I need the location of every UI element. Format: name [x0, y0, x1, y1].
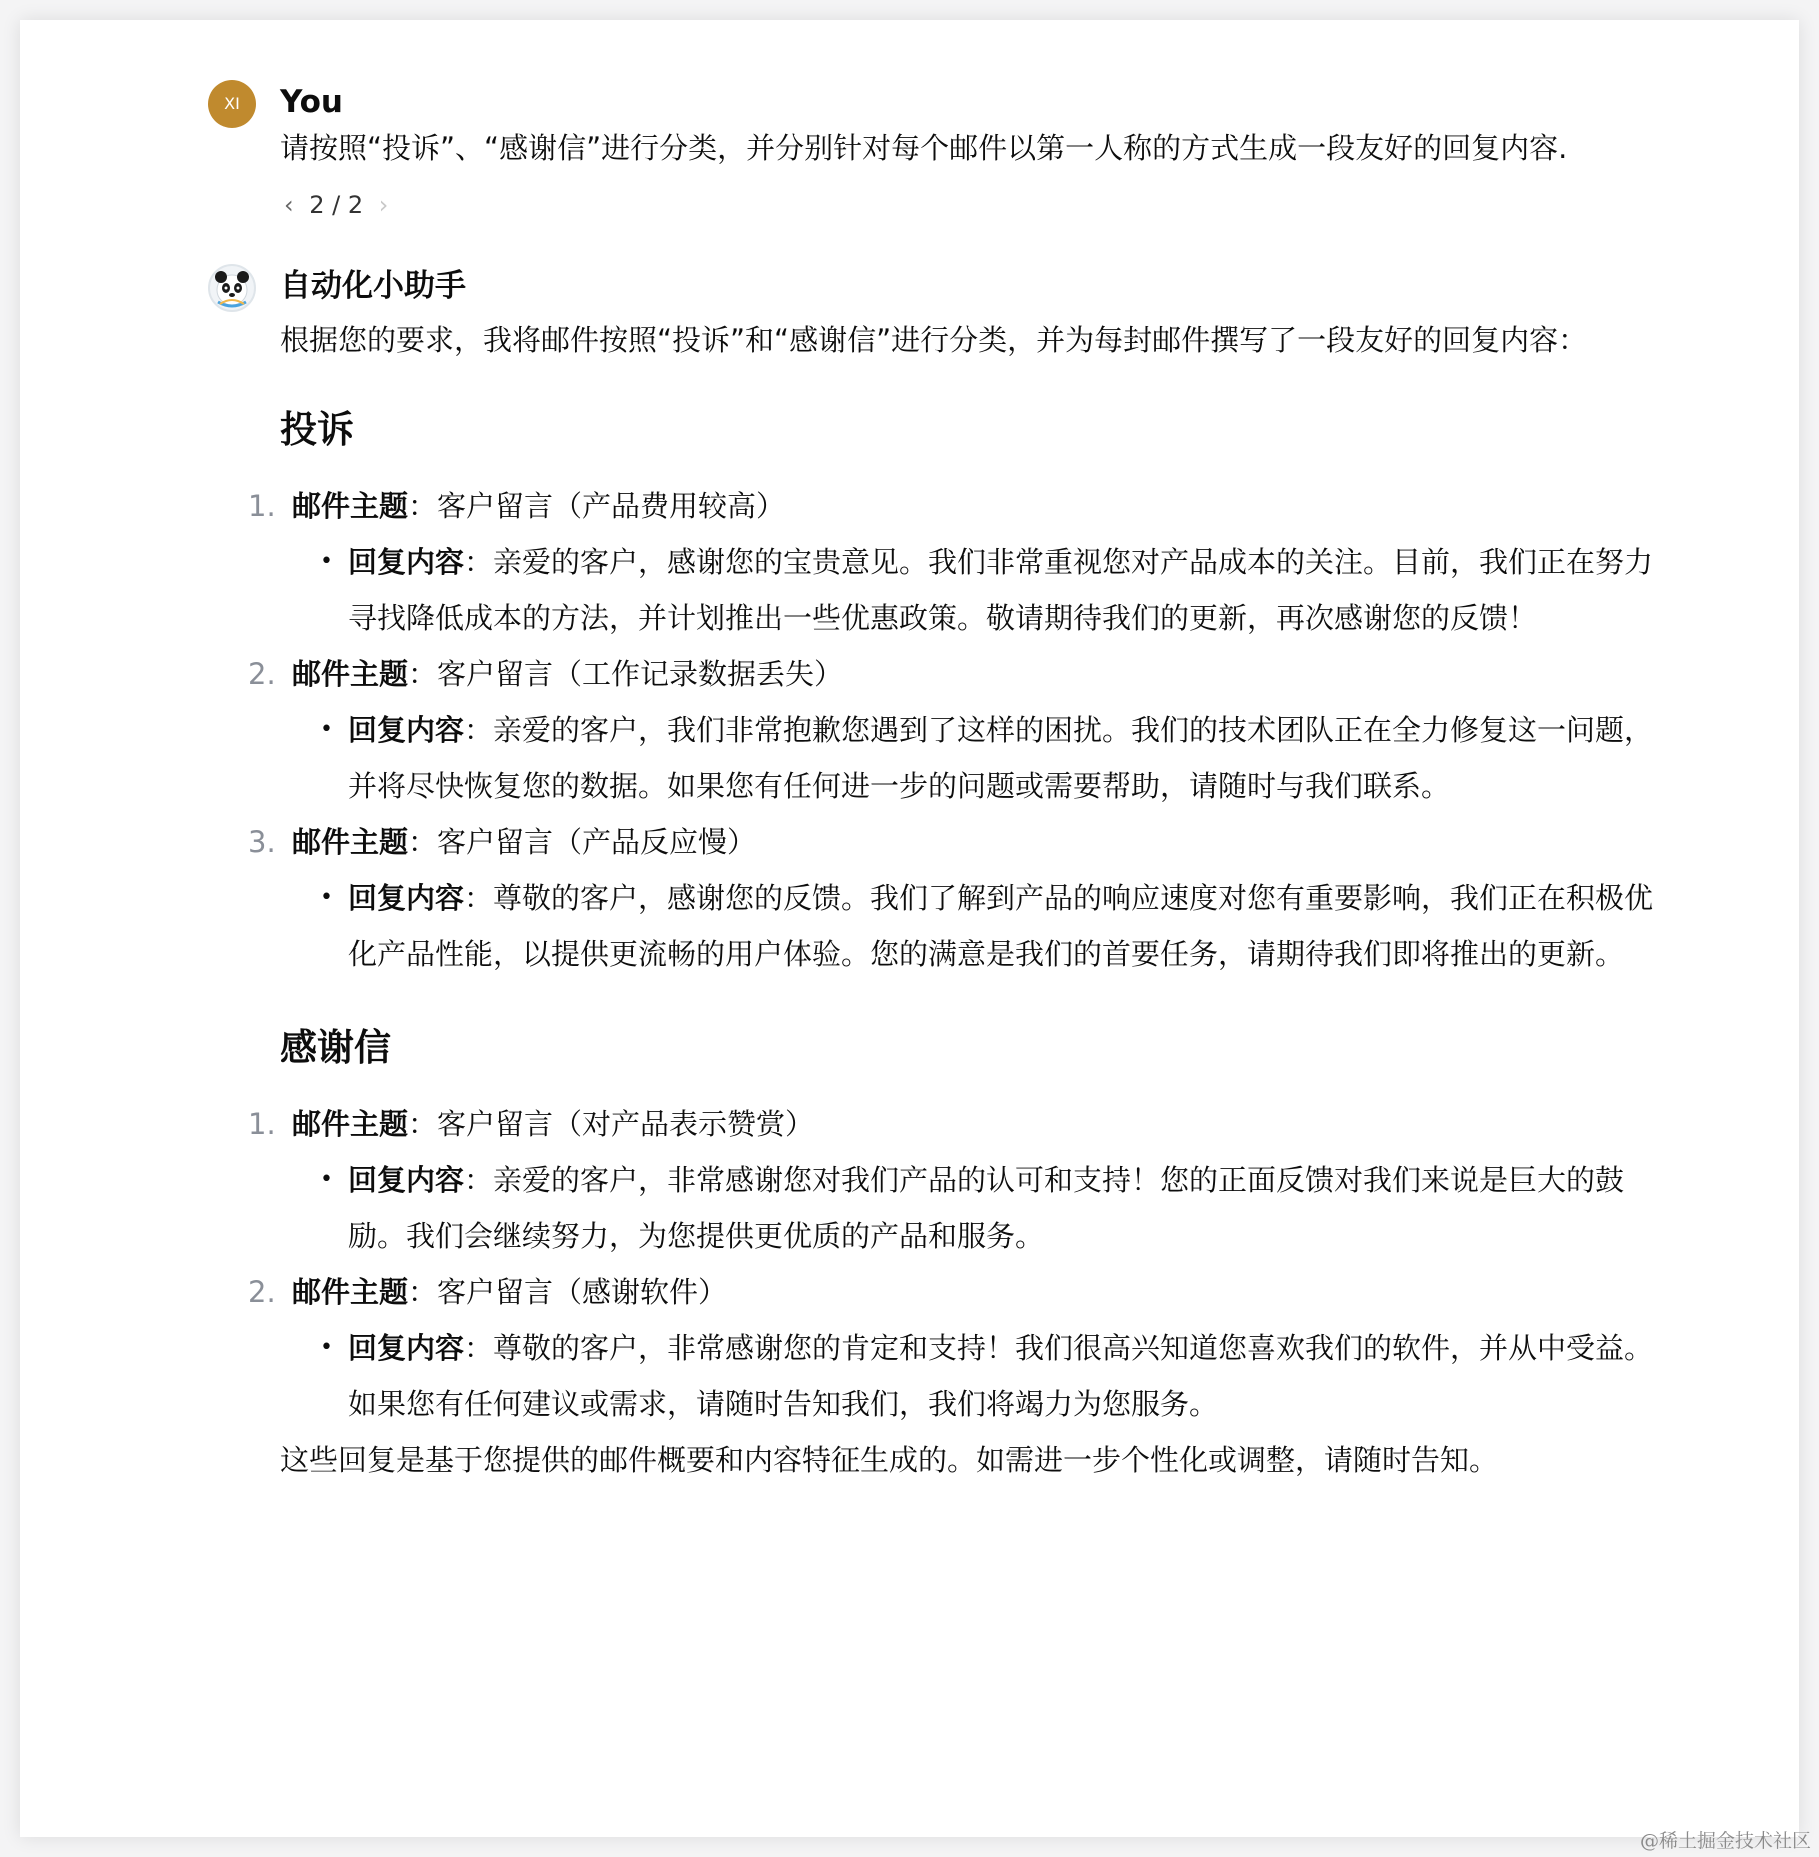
- list-number: 2.: [248, 657, 276, 691]
- list-item: [248, 478, 1660, 646]
- reply-label: 回复内容: [348, 713, 465, 747]
- version-indicator: 2 / 2: [309, 191, 364, 219]
- reply-label: 回复内容: [348, 881, 465, 915]
- user-message: [208, 80, 1658, 230]
- reply-list: [292, 1320, 1660, 1432]
- list-number: 1.: [248, 489, 276, 523]
- panda-avatar-icon[interactable]: [208, 264, 256, 312]
- reply-list: [292, 870, 1660, 982]
- reply-label: 回复内容: [348, 1331, 465, 1365]
- reply-item: [320, 702, 1660, 814]
- reply-list: [292, 1152, 1660, 1264]
- assistant-message-body: [248, 312, 1660, 1488]
- bullet-icon: •: [320, 549, 333, 574]
- list-item: [248, 1264, 1660, 1432]
- subject-text: ：客户留言（产品反应慢）: [408, 825, 757, 859]
- subject-label: 邮件主题: [292, 1107, 409, 1141]
- subject-label: 邮件主题: [292, 489, 409, 523]
- bullet-icon: •: [320, 885, 333, 910]
- subject-text: ：客户留言（工作记录数据丢失）: [408, 657, 844, 691]
- subject-label: 邮件主题: [292, 1275, 409, 1309]
- reply-item: [320, 534, 1660, 646]
- next-version-icon[interactable]: ›: [378, 191, 389, 219]
- previous-version-icon[interactable]: ‹: [284, 191, 294, 219]
- reply-label: 回复内容: [348, 1163, 465, 1197]
- list-item: [248, 646, 1660, 814]
- reply-text: ：尊敬的客户，非常感谢您的肯定和支持！我们很高兴知道您喜欢我们的软件，并从中受益。如果您有任何建议或需求，请随时告知我们，我们将竭力为您服务。: [348, 1331, 1654, 1421]
- user-message-text: 请按照“投诉”、“感谢信”进行分类，并分别针对每个邮件以第一人称的方式生成一段友好的回复内容.: [280, 131, 1568, 165]
- panda-icon: [210, 266, 254, 310]
- assistant-intro-text: 根据您的要求，我将邮件按照“投诉”和“感谢信”进行分类，并为每封邮件撰写了一段友好的回复内容：: [280, 323, 1588, 357]
- subject-text: ：客户留言（感谢软件）: [408, 1275, 728, 1309]
- reply-text: ：亲爱的客户，非常感谢您对我们产品的认可和支持！您的正面反馈对我们来说是巨大的鼓励。我们会继续努力，为您提供更优质的产品和服务。: [348, 1163, 1625, 1253]
- bullet-icon: •: [320, 1335, 333, 1360]
- response-pager: [284, 188, 388, 222]
- watermark: @稀土掘金技术社区: [1639, 1830, 1811, 1852]
- reply-text: ：亲爱的客户，我们非常抱歉您遇到了这样的困扰。我们的技术团队正在全力修复这一问题，并将尽快恢复您的数据。如果您有任何进一步的问题或需要帮助，请随时与我们联系。: [348, 713, 1654, 803]
- bullet-icon: •: [320, 1167, 333, 1192]
- subject-label: 邮件主题: [292, 825, 409, 859]
- bullet-icon: •: [320, 717, 333, 742]
- reply-text: ：亲爱的客户，感谢您的宝贵意见。我们非常重视您对产品成本的关注。目前，我们正在努力寻找降低成本的方法，并计划推出一些优惠政策。敬请期待我们的更新，再次感谢您的反馈！: [348, 545, 1654, 635]
- assistant-closing-text: 这些回复是基于您提供的邮件概要和内容特征生成的。如需进一步个性化或调整，请随时告知。: [280, 1443, 1499, 1477]
- thank-you-list: [248, 1096, 1660, 1432]
- subject-text: ：客户留言（产品费用较高）: [408, 489, 786, 523]
- list-item: [248, 1096, 1660, 1264]
- list-number: 3.: [248, 825, 276, 859]
- reply-label: 回复内容: [348, 545, 465, 579]
- reply-item: [320, 870, 1660, 982]
- assistant-message-header: [208, 264, 1658, 314]
- subject-label: 邮件主题: [292, 657, 409, 691]
- subject-text: ：客户留言（对产品表示赞赏）: [408, 1107, 815, 1141]
- list-number: 2.: [248, 1275, 276, 1309]
- assistant-author-name: 自动化小助手: [280, 268, 466, 304]
- reply-item: [320, 1320, 1660, 1432]
- list-item: [248, 814, 1660, 982]
- user-avatar[interactable]: XI: [208, 80, 256, 128]
- reply-list: [292, 534, 1660, 646]
- reply-item: [320, 1152, 1660, 1264]
- reply-list: [292, 702, 1660, 814]
- complaints-list: [248, 478, 1660, 982]
- list-number: 1.: [248, 1107, 276, 1141]
- section-heading-thank-you-letters: 感谢信: [280, 1026, 391, 1069]
- section-heading-complaints: 投诉: [280, 408, 354, 451]
- reply-text: ：尊敬的客户，感谢您的反馈。我们了解到产品的响应速度对您有重要影响，我们正在积极优化产品性能，以提供更流畅的用户体验。您的满意是我们的首要任务，请期待我们即将推出的更新。: [348, 881, 1654, 971]
- user-author-name: You: [280, 84, 343, 120]
